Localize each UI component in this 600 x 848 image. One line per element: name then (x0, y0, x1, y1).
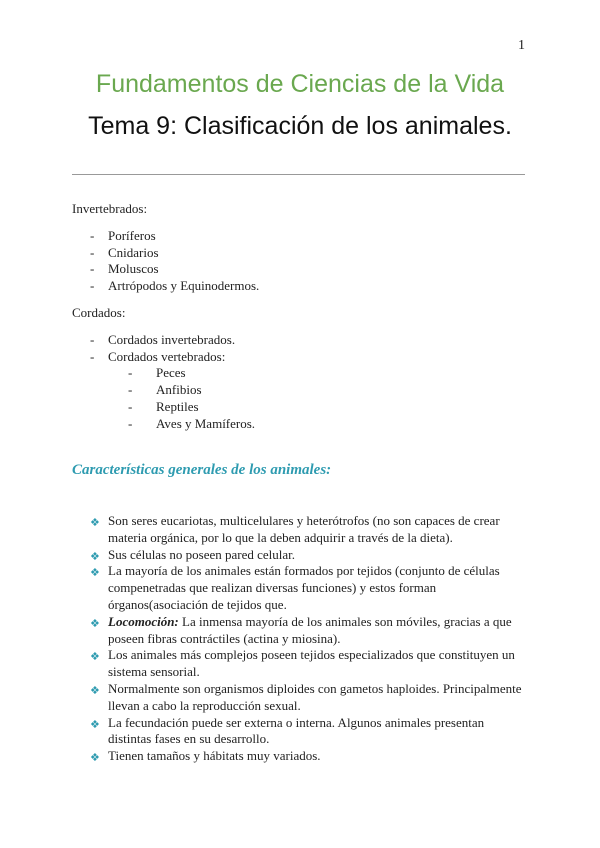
item-text: Los animales más complejos poseen tejidos especializados que constituyen un sistema sensorial. (108, 647, 515, 680)
list-item (90, 715, 528, 749)
list-item (90, 647, 528, 681)
list-item (90, 614, 528, 648)
list-item: - Reptiles (72, 399, 255, 416)
list-item (90, 547, 528, 564)
title-divider (72, 174, 525, 175)
item-text: La inmensa mayoría de los animales son móviles, gracias a que poseen fibras contráctiles (actina y miosina). (108, 613, 512, 646)
vertebrados-list (72, 365, 255, 432)
list-item: - Artrópodos y Equinodermos. (72, 278, 259, 295)
diamond-bullet-icon: ❖ (90, 616, 100, 630)
page-number: 1 (518, 38, 525, 53)
diamond-bullet-icon: ❖ (90, 566, 100, 580)
list-item: - Cordados vertebrados: (72, 349, 255, 366)
diamond-bullet-icon: ❖ (90, 549, 100, 563)
item-text: La fecundación puede ser externa o interna. Algunos animales presentan distintas fases en su desarrollo. (108, 714, 485, 747)
list-item (90, 563, 528, 613)
diamond-bullet-icon: ❖ (90, 650, 100, 664)
cordados-heading: Cordados: (72, 305, 126, 320)
list-item: - Aves y Mamíferos. (72, 416, 255, 433)
list-item (90, 513, 528, 547)
list-item: - Anfibios (72, 382, 255, 399)
item-lead: Locomoción: (108, 613, 179, 629)
invertebrados-section (72, 201, 259, 295)
list-item: - Cordados invertebrados. (72, 332, 255, 349)
invertebrados-list (72, 228, 259, 295)
caracteristicas-list (90, 513, 528, 765)
list-item (90, 748, 528, 765)
document-title: Fundamentos de Ciencias de la Vida (95, 70, 505, 98)
document-subtitle: Tema 9: Clasificación de los animales. (88, 112, 512, 140)
invertebrados-heading: Invertebrados: (72, 201, 148, 216)
caracteristicas-heading: Características generales de los animales: (72, 462, 332, 478)
item-text: Sus células no poseen pared celular. (108, 546, 295, 562)
diamond-bullet-icon: ❖ (90, 683, 100, 697)
list-item: - Moluscos (72, 261, 259, 278)
diamond-bullet-icon: ❖ (90, 751, 100, 765)
list-item (90, 681, 528, 715)
diamond-bullet-icon: ❖ (90, 516, 100, 529)
diamond-bullet-icon: ❖ (90, 717, 100, 731)
item-text: La mayoría de los animales están formados por tejidos (conjunto de células compenetradas que realizan diversas funciones) y estos forman órganos(asociación de tejidos que. (108, 563, 500, 612)
list-item: - Poríferos (72, 228, 259, 245)
cordados-section (72, 305, 255, 433)
list-item: - Cnidarios (72, 245, 259, 262)
item-text: Tienen tamaños y hábitats muy variados. (108, 748, 321, 764)
item-text: Son seres eucariotas, multicelulares y heterótrofos (no son capaces de crear materia orgánica, por lo que la deben adquirir a través de la dieta). (108, 513, 500, 545)
cordados-list (72, 332, 255, 366)
item-text: Normalmente son organismos diploides con gametos haploides. Principalmente llevan a cabo la reproducción sexual. (108, 680, 522, 713)
list-item: - Peces (72, 365, 255, 382)
